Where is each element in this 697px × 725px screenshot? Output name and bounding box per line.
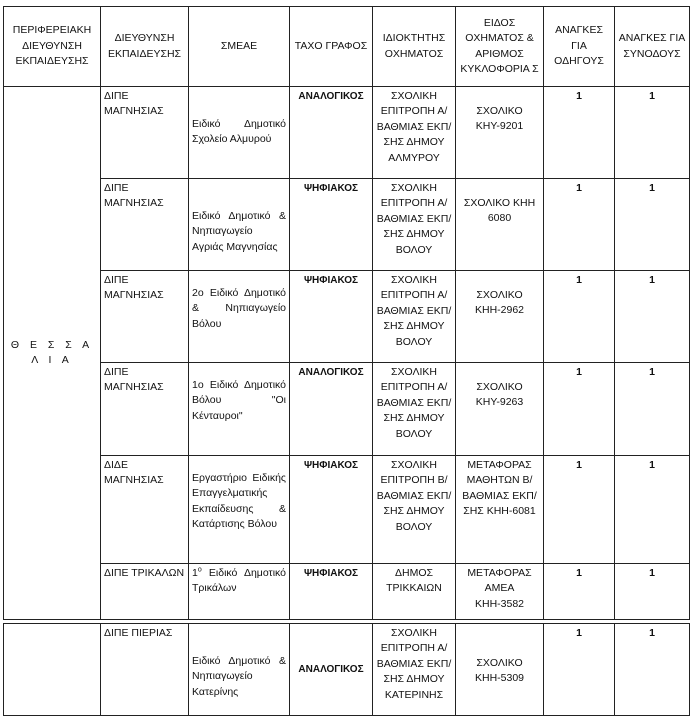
table-row bbox=[4, 179, 690, 271]
header-school: ΣΜΕΑΕ bbox=[189, 7, 290, 87]
document-page bbox=[3, 6, 690, 716]
directorate-cell: ΔΙΔΕ ΜΑΓΝΗΣΙΑΣ bbox=[101, 456, 189, 564]
table-row bbox=[4, 456, 690, 564]
tachograph-cell: ΨΗΦΙΑΚΟΣ bbox=[290, 179, 373, 271]
vehicle-type-cell: ΣΧΟΛΙΚΟ ΚΗΗ 6080 bbox=[456, 179, 544, 271]
table-row bbox=[4, 624, 690, 716]
vehicle-type-cell: ΣΧΟΛΙΚΟ ΚΗΥ-9263 bbox=[456, 363, 544, 456]
header-region: ΠΕΡΙΦΕΡΕΙΑΚΗ ΔΙΕΥΘΥΝΣΗ ΕΚΠΑΙΔΕΥΣΗΣ bbox=[4, 7, 101, 87]
tachograph-cell: ΑΝΑΛΟΓΙΚΟΣ bbox=[290, 87, 373, 179]
owner-cell: ΔΗΜΟΣ ΤΡΙΚΚΑΙΩΝ bbox=[373, 564, 456, 620]
header-vehicle-type: ΕΙΔΟΣ ΟΧΗΜΑΤΟΣ & ΑΡΙΘΜΟΣ ΚΥΚΛΟΦΟΡΙΑ Σ bbox=[456, 7, 544, 87]
escorts-cell: 1 bbox=[615, 363, 690, 456]
tachograph-cell: ΨΗΦΙΑΚΟΣ bbox=[290, 271, 373, 363]
table-row bbox=[4, 564, 690, 620]
directorate-cell: ΔΙΠΕ ΜΑΓΝΗΣΙΑΣ bbox=[101, 271, 189, 363]
directorate-cell: ΔΙΠΕ ΜΑΓΝΗΣΙΑΣ bbox=[101, 87, 189, 179]
directorate-cell: ΔΙΠΕ ΜΑΓΝΗΣΙΑΣ bbox=[101, 179, 189, 271]
school-name: Ειδικό Δημοτικό Τρικάλων bbox=[192, 567, 286, 595]
owner-cell: ΣΧΟΛΙΚΗ ΕΠΙΤΡΟΠΗ Α/ΒΑΘΜΙΑΣ ΕΚΠ/ΣΗΣ ΔΗΜΟΥ ΒΟΛΟΥ bbox=[373, 363, 456, 456]
escorts-cell: 1 bbox=[615, 564, 690, 620]
header-tachograph: ΤΑΧΟ ΓΡΑΦΟΣ bbox=[290, 7, 373, 87]
region-cell-empty bbox=[4, 624, 101, 716]
drivers-cell: 1 bbox=[544, 564, 615, 620]
vehicle-type-cell: ΣΧΟΛΙΚΟ ΚΗΗ-2962 bbox=[456, 271, 544, 363]
header-drivers: ΑΝΑΓΚΕΣ ΓΙΑ ΟΔΗΓΟΥΣ bbox=[544, 7, 615, 87]
table-row bbox=[4, 363, 690, 456]
directorate-cell: ΔΙΠΕ ΤΡΙΚΑΛΩΝ bbox=[101, 564, 189, 620]
table-row bbox=[4, 87, 690, 179]
vehicle-type-cell: ΣΧΟΛΙΚΟ ΚΗΗ-5309 bbox=[456, 624, 544, 716]
table-row bbox=[4, 271, 690, 363]
directorate-cell: ΔΙΠΕ ΠΙΕΡΙΑΣ bbox=[101, 624, 189, 716]
tachograph-cell: ΑΝΑΛΟΓΙΚΟΣ bbox=[290, 624, 373, 716]
tachograph-cell: ΑΝΑΛΟΓΙΚΟΣ bbox=[290, 363, 373, 456]
table-header-row bbox=[4, 7, 690, 87]
region-cell: Θ Ε Σ Σ Α Λ Ι Α bbox=[4, 87, 101, 620]
escorts-cell: 1 bbox=[615, 624, 690, 716]
school-cell: Ειδικό Δημοτικό Σχολείο Αλμυρού bbox=[189, 87, 290, 179]
vehicle-type-cell: ΜΕΤΑΦΟΡΑΣ ΜΑΘΗΤΩΝ Β/ΒΑΘΜΙΑΣ ΕΚΠ/ΣΗΣ ΚΗΗ-6081 bbox=[456, 456, 544, 564]
school-number: 1 bbox=[192, 567, 198, 579]
school-ordinal: ο bbox=[197, 566, 202, 574]
escorts-cell: 1 bbox=[615, 456, 690, 564]
school-cell: Ειδικό Δημοτικό & Νηπιαγωγείο Αγριάς Μαγνησίας bbox=[189, 179, 290, 271]
directorate-cell: ΔΙΠΕ ΜΑΓΝΗΣΙΑΣ bbox=[101, 363, 189, 456]
vehicle-type-cell: ΜΕΤΑΦΟΡΑΣ ΑΜΕΑ ΚΗΗ-3582 bbox=[456, 564, 544, 620]
owner-cell: ΣΧΟΛΙΚΗ ΕΠΙΤΡΟΠΗ Α/ΒΑΘΜΙΑΣ ΕΚΠ/ΣΗΣ ΔΗΜΟΥ ΒΟΛΟΥ bbox=[373, 271, 456, 363]
vehicle-type-cell: ΣΧΟΛΙΚΟ ΚΗΥ-9201 bbox=[456, 87, 544, 179]
escorts-cell: 1 bbox=[615, 179, 690, 271]
drivers-cell: 1 bbox=[544, 179, 615, 271]
drivers-cell: 1 bbox=[544, 271, 615, 363]
school-cell: 2ο Ειδικό Δημοτικό & Νηπιαγωγείο Βόλου bbox=[189, 271, 290, 363]
header-directorate: ΔΙΕΥΘΥΝΣΗ ΕΚΠΑΙΔΕΥΣΗΣ bbox=[101, 7, 189, 87]
escorts-cell: 1 bbox=[615, 271, 690, 363]
school-cell: Ειδικό Δημοτικό & Νηπιαγωγείο Κατερίνης bbox=[189, 624, 290, 716]
owner-cell: ΣΧΟΛΙΚΗ ΕΠΙΤΡΟΠΗ Α/ΒΑΘΜΙΑΣ ΕΚΠ/ΣΗΣ ΔΗΜΟΥ ΒΟΛΟΥ bbox=[373, 179, 456, 271]
school-cell bbox=[189, 564, 290, 620]
owner-cell: ΣΧΟΛΙΚΗ ΕΠΙΤΡΟΠΗ Α/ΒΑΘΜΙΑΣ ΕΚΠ/ΣΗΣ ΔΗΜΟΥ ΑΛΜΥΡΟΥ bbox=[373, 87, 456, 179]
header-escorts: ΑΝΑΓΚΕΣ ΓΙΑ ΣΥΝΟΔΟΥΣ bbox=[615, 7, 690, 87]
drivers-cell: 1 bbox=[544, 456, 615, 564]
drivers-cell: 1 bbox=[544, 363, 615, 456]
escorts-cell: 1 bbox=[615, 87, 690, 179]
tachograph-cell: ΨΗΦΙΑΚΟΣ bbox=[290, 456, 373, 564]
tachograph-cell: ΨΗΦΙΑΚΟΣ bbox=[290, 564, 373, 620]
header-owner: ΙΔΙΟΚΤΗΤΗΣ ΟΧΗΜΑΤΟΣ bbox=[373, 7, 456, 87]
drivers-cell: 1 bbox=[544, 624, 615, 716]
school-cell: 1ο Ειδικό Δημοτικό Βόλου "Οι Κένταυροι" bbox=[189, 363, 290, 456]
school-cell: Εργαστήριο Ειδικής Επαγγελματικής Εκπαίδευσης & Κατάρτισης Βόλου bbox=[189, 456, 290, 564]
owner-cell: ΣΧΟΛΙΚΗ ΕΠΙΤΡΟΠΗ Α/ΒΑΘΜΙΑΣ ΕΚΠ/ΣΗΣ ΔΗΜΟΥ ΚΑΤΕΡΙΝΗΣ bbox=[373, 624, 456, 716]
owner-cell: ΣΧΟΛΙΚΗ ΕΠΙΤΡΟΠΗ Β/ΒΑΘΜΙΑΣ ΕΚΠ/ΣΗΣ ΔΗΜΟΥ ΒΟΛΟΥ bbox=[373, 456, 456, 564]
vehicles-table bbox=[3, 6, 690, 716]
drivers-cell: 1 bbox=[544, 87, 615, 179]
